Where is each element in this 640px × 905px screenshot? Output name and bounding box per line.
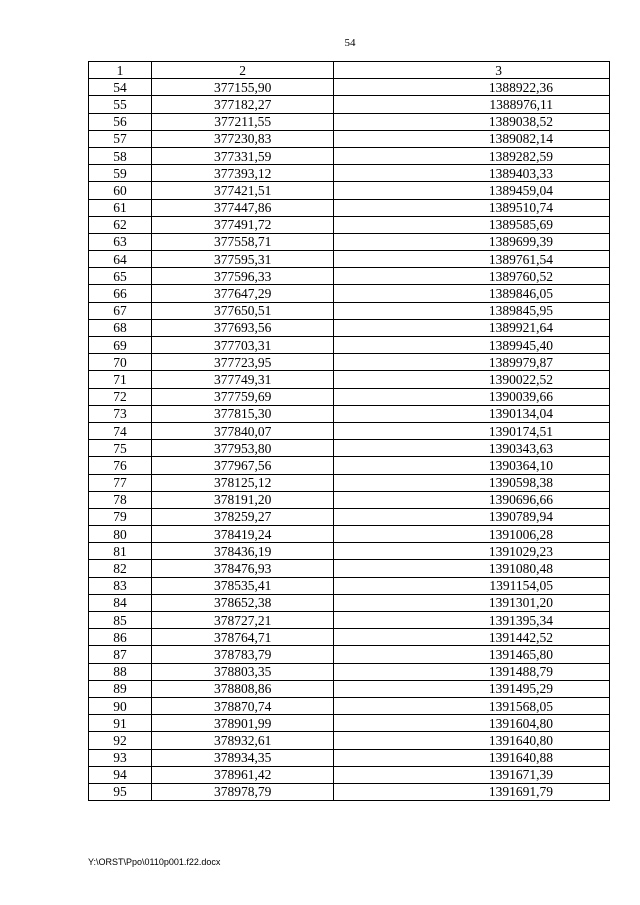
x-coordinate-cell: 377693,56 bbox=[151, 319, 334, 336]
row-number-cell: 90 bbox=[89, 697, 152, 714]
y-coordinate-cell: 1390696,66 bbox=[334, 491, 610, 508]
row-number-cell: 94 bbox=[89, 766, 152, 783]
x-coordinate-cell: 377211,55 bbox=[151, 113, 334, 130]
x-coordinate-cell: 378764,71 bbox=[151, 629, 334, 646]
table-row bbox=[89, 233, 610, 250]
table-row bbox=[89, 543, 610, 560]
table-row bbox=[89, 732, 610, 749]
y-coordinate-cell: 1388976,11 bbox=[334, 96, 610, 113]
x-coordinate-cell: 378259,27 bbox=[151, 508, 334, 525]
table-body bbox=[89, 79, 610, 801]
table-row bbox=[89, 526, 610, 543]
row-number-cell: 63 bbox=[89, 233, 152, 250]
x-coordinate-cell: 377840,07 bbox=[151, 422, 334, 439]
y-coordinate-cell: 1389038,52 bbox=[334, 113, 610, 130]
row-number-cell: 68 bbox=[89, 319, 152, 336]
y-coordinate-cell: 1391080,48 bbox=[334, 560, 610, 577]
table-row bbox=[89, 130, 610, 147]
y-coordinate-cell: 1389921,64 bbox=[334, 319, 610, 336]
x-coordinate-cell: 377331,59 bbox=[151, 147, 334, 164]
table-row bbox=[89, 491, 610, 508]
row-number-cell: 54 bbox=[89, 79, 152, 96]
x-coordinate-cell: 377182,27 bbox=[151, 96, 334, 113]
y-coordinate-cell: 1391006,28 bbox=[334, 526, 610, 543]
x-coordinate-cell: 377595,31 bbox=[151, 251, 334, 268]
y-coordinate-cell: 1389403,33 bbox=[334, 165, 610, 182]
y-coordinate-cell: 1391691,79 bbox=[334, 783, 610, 800]
row-number-cell: 76 bbox=[89, 457, 152, 474]
x-coordinate-cell: 377749,31 bbox=[151, 371, 334, 388]
row-number-cell: 61 bbox=[89, 199, 152, 216]
table-row bbox=[89, 79, 610, 96]
x-coordinate-cell: 378961,42 bbox=[151, 766, 334, 783]
table-row bbox=[89, 663, 610, 680]
x-coordinate-cell: 378934,35 bbox=[151, 749, 334, 766]
table-row bbox=[89, 199, 610, 216]
row-number-cell: 65 bbox=[89, 268, 152, 285]
x-coordinate-cell: 377815,30 bbox=[151, 405, 334, 422]
x-coordinate-cell: 377155,90 bbox=[151, 79, 334, 96]
x-coordinate-cell: 377953,80 bbox=[151, 440, 334, 457]
table-row bbox=[89, 422, 610, 439]
y-coordinate-cell: 1391465,80 bbox=[334, 646, 610, 663]
x-coordinate-cell: 377447,86 bbox=[151, 199, 334, 216]
table-row bbox=[89, 302, 610, 319]
table-row bbox=[89, 680, 610, 697]
table-row bbox=[89, 577, 610, 594]
row-number-cell: 91 bbox=[89, 715, 152, 732]
row-number-cell: 93 bbox=[89, 749, 152, 766]
row-number-cell: 59 bbox=[89, 165, 152, 182]
y-coordinate-cell: 1391495,29 bbox=[334, 680, 610, 697]
y-coordinate-cell: 1390174,51 bbox=[334, 422, 610, 439]
column-header-3: 3 bbox=[334, 62, 610, 79]
y-coordinate-cell: 1391154,05 bbox=[334, 577, 610, 594]
row-number-cell: 83 bbox=[89, 577, 152, 594]
table-row bbox=[89, 113, 610, 130]
y-coordinate-cell: 1391029,23 bbox=[334, 543, 610, 560]
x-coordinate-cell: 378808,86 bbox=[151, 680, 334, 697]
y-coordinate-cell: 1391640,88 bbox=[334, 749, 610, 766]
table-row bbox=[89, 285, 610, 302]
table-row bbox=[89, 629, 610, 646]
x-coordinate-cell: 377759,69 bbox=[151, 388, 334, 405]
row-number-cell: 82 bbox=[89, 560, 152, 577]
x-coordinate-cell: 378932,61 bbox=[151, 732, 334, 749]
y-coordinate-cell: 1391640,80 bbox=[334, 732, 610, 749]
row-number-cell: 67 bbox=[89, 302, 152, 319]
row-number-cell: 56 bbox=[89, 113, 152, 130]
table-row bbox=[89, 440, 610, 457]
table-row bbox=[89, 646, 610, 663]
row-number-cell: 58 bbox=[89, 147, 152, 164]
table-row bbox=[89, 216, 610, 233]
row-number-cell: 89 bbox=[89, 680, 152, 697]
x-coordinate-cell: 377967,56 bbox=[151, 457, 334, 474]
x-coordinate-cell: 378652,38 bbox=[151, 594, 334, 611]
table-row bbox=[89, 388, 610, 405]
row-number-cell: 73 bbox=[89, 405, 152, 422]
y-coordinate-cell: 1390134,04 bbox=[334, 405, 610, 422]
table-row bbox=[89, 612, 610, 629]
x-coordinate-cell: 377491,72 bbox=[151, 216, 334, 233]
x-coordinate-cell: 378191,20 bbox=[151, 491, 334, 508]
x-coordinate-cell: 378476,93 bbox=[151, 560, 334, 577]
row-number-cell: 79 bbox=[89, 508, 152, 525]
y-coordinate-cell: 1391301,20 bbox=[334, 594, 610, 611]
y-coordinate-cell: 1389699,39 bbox=[334, 233, 610, 250]
y-coordinate-cell: 1391568,05 bbox=[334, 697, 610, 714]
y-coordinate-cell: 1389979,87 bbox=[334, 354, 610, 371]
y-coordinate-cell: 1389845,95 bbox=[334, 302, 610, 319]
row-number-cell: 87 bbox=[89, 646, 152, 663]
y-coordinate-cell: 1389510,74 bbox=[334, 199, 610, 216]
table-row bbox=[89, 715, 610, 732]
y-coordinate-cell: 1390364,10 bbox=[334, 457, 610, 474]
x-coordinate-cell: 378783,79 bbox=[151, 646, 334, 663]
y-coordinate-cell: 1388922,36 bbox=[334, 79, 610, 96]
y-coordinate-cell: 1390022,52 bbox=[334, 371, 610, 388]
table-row bbox=[89, 594, 610, 611]
y-coordinate-cell: 1389945,40 bbox=[334, 337, 610, 354]
y-coordinate-cell: 1389459,04 bbox=[334, 182, 610, 199]
y-coordinate-cell: 1390039,66 bbox=[334, 388, 610, 405]
row-number-cell: 75 bbox=[89, 440, 152, 457]
y-coordinate-cell: 1391604,80 bbox=[334, 715, 610, 732]
row-number-cell: 86 bbox=[89, 629, 152, 646]
x-coordinate-cell: 377393,12 bbox=[151, 165, 334, 182]
row-number-cell: 62 bbox=[89, 216, 152, 233]
y-coordinate-cell: 1390598,38 bbox=[334, 474, 610, 491]
x-coordinate-cell: 378419,24 bbox=[151, 526, 334, 543]
row-number-cell: 55 bbox=[89, 96, 152, 113]
table-row bbox=[89, 371, 610, 388]
y-coordinate-cell: 1391671,39 bbox=[334, 766, 610, 783]
y-coordinate-cell: 1391442,52 bbox=[334, 629, 610, 646]
x-coordinate-cell: 378125,12 bbox=[151, 474, 334, 491]
row-number-cell: 92 bbox=[89, 732, 152, 749]
x-coordinate-cell: 377647,29 bbox=[151, 285, 334, 302]
table-row bbox=[89, 783, 610, 800]
x-coordinate-cell: 377703,31 bbox=[151, 337, 334, 354]
table-row bbox=[89, 96, 610, 113]
table-row bbox=[89, 405, 610, 422]
y-coordinate-cell: 1389846,05 bbox=[334, 285, 610, 302]
table-row bbox=[89, 508, 610, 525]
row-number-cell: 60 bbox=[89, 182, 152, 199]
table-row bbox=[89, 165, 610, 182]
x-coordinate-cell: 378727,21 bbox=[151, 612, 334, 629]
table-row bbox=[89, 560, 610, 577]
x-coordinate-cell: 377230,83 bbox=[151, 130, 334, 147]
table-row bbox=[89, 697, 610, 714]
table-row bbox=[89, 749, 610, 766]
x-coordinate-cell: 377650,51 bbox=[151, 302, 334, 319]
x-coordinate-cell: 377558,71 bbox=[151, 233, 334, 250]
table-row bbox=[89, 319, 610, 336]
x-coordinate-cell: 378870,74 bbox=[151, 697, 334, 714]
y-coordinate-cell: 1391488,79 bbox=[334, 663, 610, 680]
page-number: 54 bbox=[344, 37, 356, 49]
table-header-row bbox=[89, 62, 610, 79]
coordinates-table bbox=[88, 61, 610, 801]
table-row bbox=[89, 147, 610, 164]
y-coordinate-cell: 1391395,34 bbox=[334, 612, 610, 629]
row-number-cell: 78 bbox=[89, 491, 152, 508]
row-number-cell: 64 bbox=[89, 251, 152, 268]
x-coordinate-cell: 378901,99 bbox=[151, 715, 334, 732]
row-number-cell: 72 bbox=[89, 388, 152, 405]
x-coordinate-cell: 377723,95 bbox=[151, 354, 334, 371]
table-row bbox=[89, 457, 610, 474]
y-coordinate-cell: 1389760,52 bbox=[334, 268, 610, 285]
row-number-cell: 57 bbox=[89, 130, 152, 147]
x-coordinate-cell: 378535,41 bbox=[151, 577, 334, 594]
file-path-footer: Y:\ORST\Ppo\0110p001.f22.docx bbox=[88, 857, 221, 867]
y-coordinate-cell: 1389585,69 bbox=[334, 216, 610, 233]
row-number-cell: 84 bbox=[89, 594, 152, 611]
y-coordinate-cell: 1390343,63 bbox=[334, 440, 610, 457]
column-header-1: 1 bbox=[89, 62, 152, 79]
row-number-cell: 80 bbox=[89, 526, 152, 543]
table-row bbox=[89, 182, 610, 199]
table-row bbox=[89, 337, 610, 354]
row-number-cell: 88 bbox=[89, 663, 152, 680]
row-number-cell: 71 bbox=[89, 371, 152, 388]
table-row bbox=[89, 474, 610, 491]
row-number-cell: 81 bbox=[89, 543, 152, 560]
row-number-cell: 95 bbox=[89, 783, 152, 800]
row-number-cell: 74 bbox=[89, 422, 152, 439]
column-header-2: 2 bbox=[151, 62, 334, 79]
row-number-cell: 69 bbox=[89, 337, 152, 354]
y-coordinate-cell: 1389761,54 bbox=[334, 251, 610, 268]
x-coordinate-cell: 377421,51 bbox=[151, 182, 334, 199]
row-number-cell: 77 bbox=[89, 474, 152, 491]
y-coordinate-cell: 1389282,59 bbox=[334, 147, 610, 164]
row-number-cell: 66 bbox=[89, 285, 152, 302]
table-row bbox=[89, 354, 610, 371]
x-coordinate-cell: 378978,79 bbox=[151, 783, 334, 800]
row-number-cell: 85 bbox=[89, 612, 152, 629]
y-coordinate-cell: 1390789,94 bbox=[334, 508, 610, 525]
y-coordinate-cell: 1389082,14 bbox=[334, 130, 610, 147]
table-row bbox=[89, 268, 610, 285]
table-row bbox=[89, 251, 610, 268]
row-number-cell: 70 bbox=[89, 354, 152, 371]
x-coordinate-cell: 378803,35 bbox=[151, 663, 334, 680]
x-coordinate-cell: 377596,33 bbox=[151, 268, 334, 285]
table-row bbox=[89, 766, 610, 783]
x-coordinate-cell: 378436,19 bbox=[151, 543, 334, 560]
